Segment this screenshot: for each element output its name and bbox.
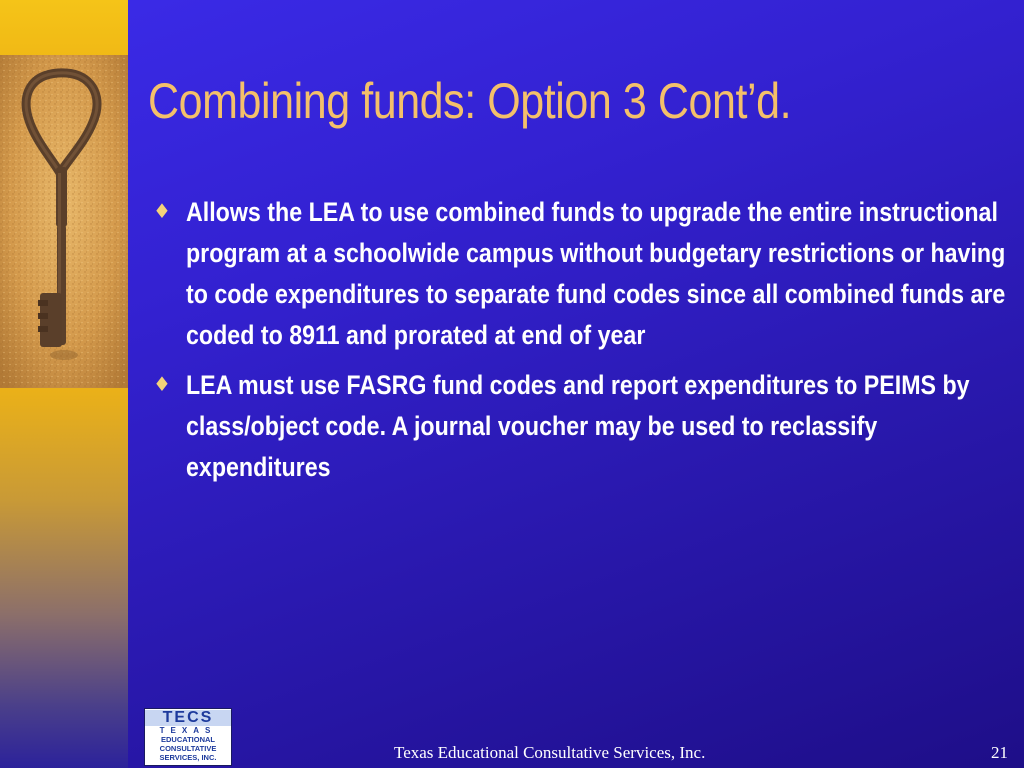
bullet-item [150, 192, 1010, 356]
bullet-list [150, 192, 1010, 497]
logo-acronym: TECS [145, 710, 231, 726]
footer-organization: Texas Educational Consultative Services, Inc. [394, 743, 706, 762]
page-number: 21 [991, 743, 1008, 762]
bullet-text: LEA must use FASRG fund codes and report expenditures to PEIMS by class/object code. A journal voucher may be used to reclassify expenditures [186, 370, 970, 482]
logo-line: CONSULTATIVE [159, 744, 217, 753]
slide-title: Combining funds: Option 3 Cont’d. [148, 73, 792, 129]
key-icon [0, 55, 128, 388]
tecs-logo [144, 708, 232, 766]
logo-line: TEXAS [159, 726, 217, 735]
diamond-bullet-icon: ♦ [153, 199, 171, 223]
logo-line: SERVICES, INC. [159, 753, 217, 762]
bullet-text: Allows the LEA to use combined funds to upgrade the entire instructional program at a schoolwide campus without budgetary restrictions or having to code expenditures to separate fund codes since all combined funds are coded to 8911 and prorated at end of year [186, 197, 1006, 350]
bullet-item [150, 365, 1010, 488]
diamond-bullet-icon: ♦ [153, 372, 171, 396]
logo-line: EDUCATIONAL [160, 735, 216, 744]
